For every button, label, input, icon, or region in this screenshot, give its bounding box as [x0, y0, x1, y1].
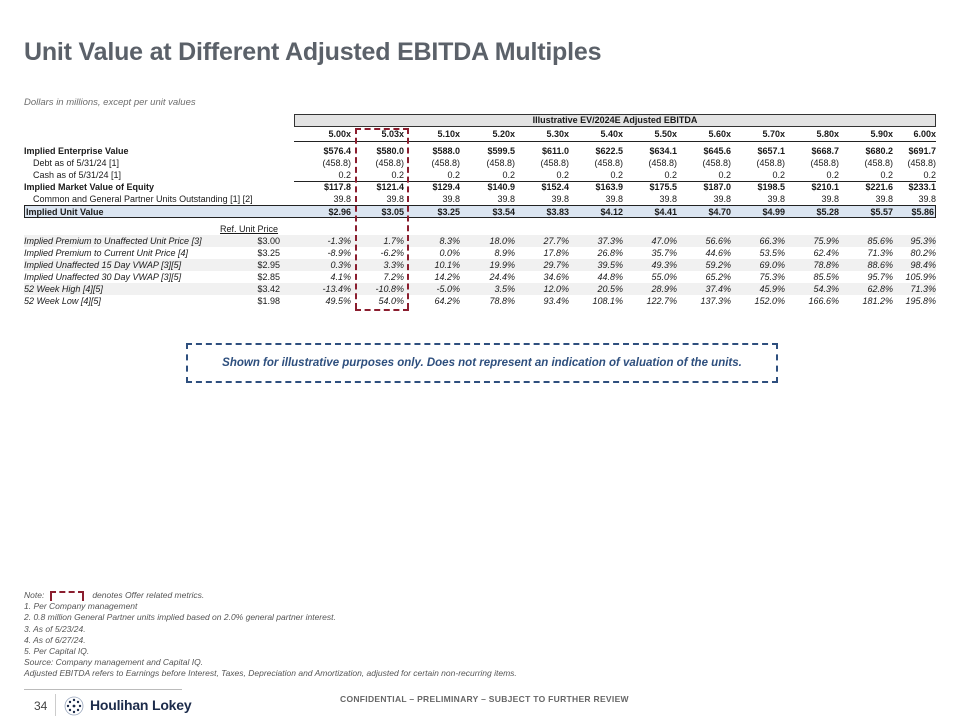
premium-cell: 122.7% [646, 296, 677, 306]
premium-cell: 20.5% [597, 284, 623, 294]
premium-cell: 66.3% [759, 236, 785, 246]
premium-row [24, 271, 936, 283]
premium-row [24, 259, 936, 271]
premium-row [24, 283, 936, 295]
premium-cell: 152.0% [754, 296, 785, 306]
premium-cell: 78.8% [489, 296, 515, 306]
premium-cell: 55.0% [651, 272, 677, 282]
value-cell: $4.70 [708, 207, 731, 217]
value-cell: $233.1 [908, 182, 936, 192]
premium-cell: 54.3% [813, 284, 839, 294]
value-cell: (458.8) [648, 158, 677, 168]
footnote-item: 5. Per Capital IQ. [24, 646, 90, 657]
disclaimer-box [186, 343, 778, 383]
premium-cell: 0.0% [439, 248, 460, 258]
value-cell: $4.41 [654, 207, 677, 217]
premium-row-label: 52 Week High [4][5] [24, 284, 103, 294]
offer-column-right-dash [407, 128, 409, 309]
value-cell: (458.8) [375, 158, 404, 168]
value-cell: 0.2 [610, 170, 623, 180]
premium-cell: 75.9% [813, 236, 839, 246]
value-cell: 39.8 [386, 194, 404, 204]
premium-cell: 166.6% [808, 296, 839, 306]
value-cell: $140.9 [487, 182, 515, 192]
premium-cell: 17.8% [543, 248, 569, 258]
premium-cell: 19.9% [489, 260, 515, 270]
premium-cell: 49.3% [651, 260, 677, 270]
value-cell: 39.8 [442, 194, 460, 204]
ref-header-row [24, 223, 936, 235]
ref-price-cell: $3.42 [257, 284, 280, 294]
footer-rule [24, 689, 182, 690]
value-cell: $221.6 [865, 182, 893, 192]
value-cell: $187.0 [703, 182, 731, 192]
premium-cell: 195.8% [905, 296, 936, 306]
value-cell: $175.5 [649, 182, 677, 192]
premium-cell: 12.0% [543, 284, 569, 294]
ref-price-cell: $3.00 [257, 236, 280, 246]
premium-cell: 8.9% [494, 248, 515, 258]
value-cell: 39.8 [659, 194, 677, 204]
premium-cell: 39.5% [597, 260, 623, 270]
premium-cell: 71.3% [910, 284, 936, 294]
multiple-header: 6.00x [913, 129, 936, 139]
premium-cell: 62.8% [867, 284, 893, 294]
row-label: Cash as of 5/31/24 [1] [33, 170, 122, 180]
value-cell: (458.8) [756, 158, 785, 168]
value-cell: 0.2 [391, 170, 404, 180]
page-title: Unit Value at Different Adjusted EBITDA Multiples [24, 38, 602, 66]
value-cell: $599.5 [487, 146, 515, 156]
premium-cell: 29.7% [543, 260, 569, 270]
value-cell: $121.4 [376, 182, 404, 192]
premium-cell: 71.3% [867, 248, 893, 258]
offer-column-bottom-dash [355, 309, 409, 311]
value-cell: 0.2 [447, 170, 460, 180]
premium-cell: -1.3% [327, 236, 351, 246]
ref-price-cell: $3.25 [257, 248, 280, 258]
multiple-band-header: Illustrative EV/2024E Adjusted EBITDA [294, 114, 936, 127]
row-label: Implied Enterprise Value [24, 146, 129, 156]
premium-cell: 95.7% [867, 272, 893, 282]
footnotes [24, 590, 517, 680]
value-cell: 39.8 [497, 194, 515, 204]
premium-row-label: 52 Week Low [4][5] [24, 296, 101, 306]
premium-cell: -5.0% [436, 284, 460, 294]
premium-cell: 37.4% [705, 284, 731, 294]
page-subtitle: Dollars in millions, except per unit values [24, 97, 196, 108]
premium-cell: 62.4% [813, 248, 839, 258]
value-cell: 0.2 [826, 170, 839, 180]
premium-cell: 3.5% [494, 284, 515, 294]
premium-cell: 137.3% [700, 296, 731, 306]
value-cell: $129.4 [432, 182, 460, 192]
row-label: Common and General Partner Units Outstanding [1] [2] [33, 194, 253, 204]
value-cell: $645.6 [703, 146, 731, 156]
premium-cell: 1.7% [383, 236, 404, 246]
value-cell: $691.7 [908, 146, 936, 156]
premium-cell: -13.4% [322, 284, 351, 294]
premium-cell: 54.0% [378, 296, 404, 306]
value-cell: $634.1 [649, 146, 677, 156]
offer-column-left-dash [355, 128, 357, 309]
premium-cell: 85.6% [867, 236, 893, 246]
offer-dash-legend-icon [50, 591, 84, 601]
ref-price-cell: $2.95 [257, 260, 280, 270]
premium-cell: 80.2% [910, 248, 936, 258]
value-cell: $588.0 [432, 146, 460, 156]
multiple-header: 5.40x [600, 129, 623, 139]
ref-price-cell: $2.85 [257, 272, 280, 282]
value-cell: $2.96 [328, 207, 351, 217]
value-cell: 39.8 [767, 194, 785, 204]
premium-cell: 0.3% [330, 260, 351, 270]
table-row [24, 181, 936, 193]
premium-cell: 105.9% [905, 272, 936, 282]
page-number: 34 [34, 699, 48, 713]
header-underline [294, 141, 936, 142]
row-label: Implied Market Value of Equity [24, 182, 155, 192]
multiple-header: 5.90x [870, 129, 893, 139]
logo-text: Houlihan Lokey [90, 697, 192, 713]
value-cell: $3.54 [492, 207, 515, 217]
premium-cell: -10.8% [375, 284, 404, 294]
value-cell: $5.86 [911, 207, 934, 217]
multiple-header: 5.00x [328, 129, 351, 139]
premium-cell: 53.5% [759, 248, 785, 258]
note-prefix: Note: [24, 590, 45, 600]
premium-row-label: Implied Premium to Current Unit Price [4] [24, 248, 189, 258]
premium-row-label: Implied Premium to Unaffected Unit Price [3] [24, 236, 202, 246]
value-cell: $4.12 [600, 207, 623, 217]
footnote-item: 1. Per Company management [24, 601, 138, 612]
premium-cell: 4.1% [330, 272, 351, 282]
multiple-header: 5.30x [546, 129, 569, 139]
footnote-item: 2. 0.8 million General Partner units implied based on 2.0% general partner interest. [24, 612, 336, 623]
value-cell: 39.8 [918, 194, 936, 204]
premium-cell: 98.4% [910, 260, 936, 270]
premium-cell: 181.2% [862, 296, 893, 306]
value-cell: $657.1 [757, 146, 785, 156]
offer-column-top-dash [355, 128, 409, 130]
premium-cell: 75.3% [759, 272, 785, 282]
value-cell: $152.4 [541, 182, 569, 192]
value-cell: $668.7 [811, 146, 839, 156]
definition-note: Adjusted EBITDA refers to Earnings before Interest, Taxes, Depreciation and Amortization, adjusted for certain non-recurring items. [24, 668, 517, 679]
value-cell: $210.1 [811, 182, 839, 192]
disclaimer-text: Shown for illustrative purposes only. Does not represent an indication of valuation of the units. [222, 357, 742, 369]
table-row [24, 169, 936, 181]
note-suffix: denotes Offer related metrics. [92, 590, 205, 600]
confidential-banner: CONFIDENTIAL – PRELIMINARY – SUBJECT TO FURTHER REVIEW [340, 694, 629, 704]
value-cell: $611.0 [541, 146, 569, 156]
value-cell: 39.8 [605, 194, 623, 204]
value-cell: $117.8 [323, 182, 351, 192]
ref-unit-price-header: Ref. Unit Price [220, 224, 279, 234]
multiple-header: 5.80x [816, 129, 839, 139]
premium-cell: 8.3% [439, 236, 460, 246]
premium-row-label: Implied Unaffected 15 Day VWAP [3][5] [24, 260, 182, 270]
premium-cell: 34.6% [543, 272, 569, 282]
multiple-header: 5.20x [492, 129, 515, 139]
value-cell: $3.05 [381, 207, 404, 217]
multiple-header: 5.60x [708, 129, 731, 139]
premium-cell: 93.4% [543, 296, 569, 306]
value-cell: 0.2 [772, 170, 785, 180]
row-label: Debt as of 5/31/24 [1] [33, 158, 120, 168]
premium-cell: 26.8% [597, 248, 623, 258]
premium-cell: 56.6% [705, 236, 731, 246]
row-label: Implied Unit Value [26, 207, 104, 217]
premium-cell: 69.0% [759, 260, 785, 270]
value-cell: 0.2 [338, 170, 351, 180]
premium-cell: 88.6% [867, 260, 893, 270]
premium-cell: 44.6% [705, 248, 731, 258]
premium-cell: 44.8% [597, 272, 623, 282]
value-cell: (458.8) [486, 158, 515, 168]
value-cell: 0.2 [502, 170, 515, 180]
premium-cell: 59.2% [705, 260, 731, 270]
premium-cell: 49.5% [325, 296, 351, 306]
value-cell: 39.8 [551, 194, 569, 204]
premium-cell: 64.2% [434, 296, 460, 306]
value-cell: $3.83 [546, 207, 569, 217]
multiple-header: 5.10x [437, 129, 460, 139]
value-cell: 0.2 [664, 170, 677, 180]
premium-row [24, 295, 936, 307]
houlihan-lokey-logo-icon [64, 696, 84, 716]
value-cell: 39.8 [713, 194, 731, 204]
premium-cell: -8.9% [327, 248, 351, 258]
multiple-header: 5.70x [762, 129, 785, 139]
premium-cell: 10.1% [434, 260, 460, 270]
premium-cell: 18.0% [489, 236, 515, 246]
value-cell: $4.99 [762, 207, 785, 217]
value-cell: 0.2 [718, 170, 731, 180]
value-cell: (458.8) [810, 158, 839, 168]
premium-cell: 37.3% [597, 236, 623, 246]
multiple-header: 5.50x [654, 129, 677, 139]
premium-row-label: Implied Unaffected 30 Day VWAP [3][5] [24, 272, 182, 282]
value-cell: $680.2 [865, 146, 893, 156]
premium-cell: 27.7% [543, 236, 569, 246]
multiples-header-row [24, 128, 936, 140]
value-cell: 0.2 [923, 170, 936, 180]
value-cell: (458.8) [322, 158, 351, 168]
premium-cell: 7.2% [383, 272, 404, 282]
source-note: Source: Company management and Capital IQ. [24, 657, 204, 668]
value-cell: (458.8) [864, 158, 893, 168]
premium-row [24, 235, 936, 247]
premium-cell: 47.0% [651, 236, 677, 246]
value-cell: $5.57 [870, 207, 893, 217]
premium-cell: 14.2% [434, 272, 460, 282]
value-cell: 39.8 [875, 194, 893, 204]
value-cell: $576.4 [323, 146, 351, 156]
footnote-item: 3. As of 5/23/24. [24, 623, 86, 634]
footnote-item: 4. As of 6/27/24. [24, 634, 86, 645]
value-cell: $580.0 [376, 146, 404, 156]
value-cell: 0.2 [880, 170, 893, 180]
table-row [24, 145, 936, 157]
value-cell: (458.8) [540, 158, 569, 168]
premium-cell: 95.3% [910, 236, 936, 246]
value-cell: $163.9 [595, 182, 623, 192]
value-cell: $198.5 [757, 182, 785, 192]
value-cell: $622.5 [595, 146, 623, 156]
premium-cell: 28.9% [651, 284, 677, 294]
premium-cell: 24.4% [489, 272, 515, 282]
value-cell: 39.8 [821, 194, 839, 204]
premium-cell: 108.1% [592, 296, 623, 306]
premium-cell: -6.2% [380, 248, 404, 258]
multiple-header: 5.03x [381, 129, 404, 139]
table-row [24, 206, 936, 218]
premium-cell: 35.7% [651, 248, 677, 258]
table-row [24, 157, 936, 169]
ref-price-cell: $1.98 [257, 296, 280, 306]
premium-cell: 78.8% [813, 260, 839, 270]
premium-cell: 45.9% [759, 284, 785, 294]
premium-cell: 65.2% [705, 272, 731, 282]
premium-cell: 85.5% [813, 272, 839, 282]
premium-cell: 3.3% [383, 260, 404, 270]
value-cell: (458.8) [702, 158, 731, 168]
footer-separator [55, 694, 56, 716]
value-cell: 0.2 [556, 170, 569, 180]
table-row [24, 193, 936, 205]
value-cell: $3.25 [437, 207, 460, 217]
note-legend [24, 590, 517, 601]
value-cell: (458.8) [594, 158, 623, 168]
value-cell: $5.28 [816, 207, 839, 217]
value-cell: (458.8) [907, 158, 936, 168]
value-cell: 39.8 [333, 194, 351, 204]
value-cell: (458.8) [431, 158, 460, 168]
premium-row [24, 247, 936, 259]
